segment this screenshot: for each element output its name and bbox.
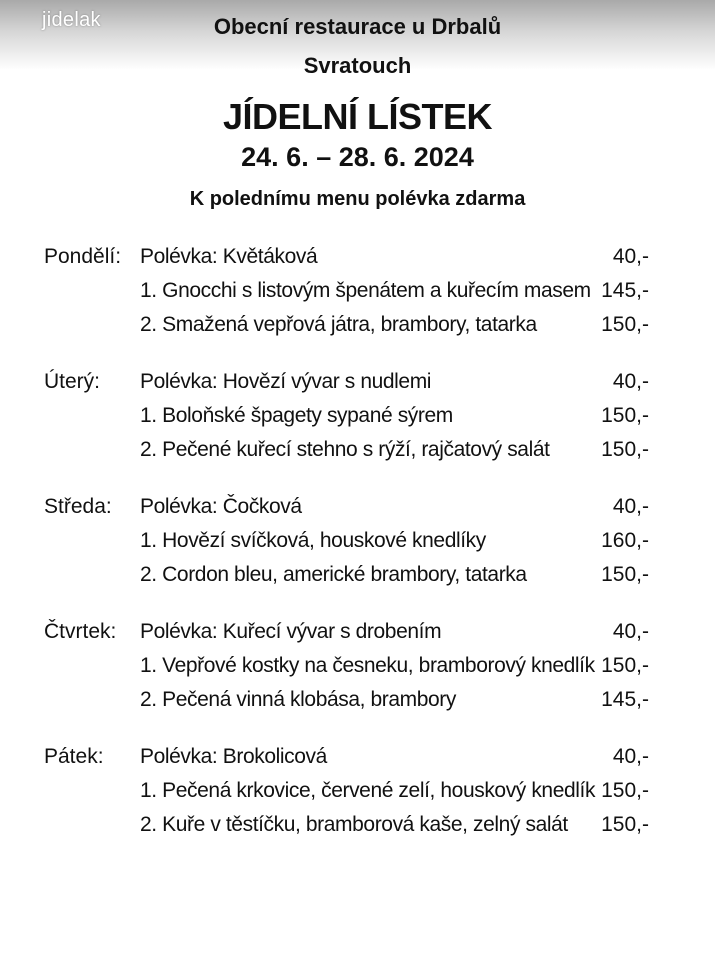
town-name: Svratouch xyxy=(303,53,412,78)
menu-title: JÍDELNÍ LÍSTEK xyxy=(222,96,493,137)
dish-name: Polévka: Brokolicová xyxy=(140,745,327,768)
menu-row xyxy=(0,615,715,649)
dish-price: 40,- xyxy=(612,370,649,393)
dish-name: Polévka: Kuřecí vývar s drobením xyxy=(140,620,442,643)
menu-row xyxy=(0,365,715,399)
menu-row xyxy=(0,524,715,558)
dish-price: 150,- xyxy=(601,404,649,427)
menu-note: K polednímu menu polévka zdarma xyxy=(189,188,526,210)
menu-row xyxy=(0,490,715,524)
dish-name: 2. Pečená vinná klobása, brambory xyxy=(140,688,456,711)
dish-price: 40,- xyxy=(612,245,649,268)
menu-row xyxy=(0,774,715,808)
menu-row xyxy=(0,399,715,433)
dish-name: 2. Pečené kuřecí stehno s rýží, rajčatový salát xyxy=(140,438,550,461)
dish-name: 1. Hovězí svíčková, houskové knedlíky xyxy=(140,529,486,552)
menu-row xyxy=(0,558,715,592)
day-name: Středa: xyxy=(44,495,112,518)
day-section xyxy=(0,240,715,365)
menu-row xyxy=(0,274,715,308)
day-name: Pátek: xyxy=(44,745,104,768)
day-section xyxy=(0,740,715,865)
dish-name: 2. Cordon bleu, americké brambory, tatarka xyxy=(140,563,527,586)
restaurant-name: Obecní restaurace u Drbalů xyxy=(213,14,502,39)
day-section xyxy=(0,365,715,490)
dish-price: 150,- xyxy=(601,438,649,461)
day-section xyxy=(0,490,715,615)
menu-row xyxy=(0,433,715,467)
dish-price: 150,- xyxy=(601,313,649,336)
dish-name: 2. Kuře v těstíčku, bramborová kaše, zelný salát xyxy=(140,813,568,836)
menu-row xyxy=(0,683,715,717)
menu-row xyxy=(0,808,715,842)
dish-price: 40,- xyxy=(612,620,649,643)
dish-price: 160,- xyxy=(601,529,649,552)
day-name: Úterý: xyxy=(44,370,101,393)
day-name: Pondělí: xyxy=(44,245,122,268)
dish-price: 40,- xyxy=(612,745,649,768)
date-range: 24. 6. – 28. 6. 2024 xyxy=(241,142,474,172)
dish-name: Polévka: Květáková xyxy=(140,245,318,268)
dish-name: Polévka: Čočková xyxy=(140,495,302,518)
dish-price: 40,- xyxy=(612,495,649,518)
dish-name: Polévka: Hovězí vývar s nudlemi xyxy=(140,370,432,393)
dish-name: 1. Gnocchi s listovým špenátem a kuřecím masem xyxy=(140,279,591,302)
menu-row xyxy=(0,240,715,274)
menu-days xyxy=(0,240,715,865)
dish-price: 150,- xyxy=(601,563,649,586)
dish-price: 145,- xyxy=(601,688,649,711)
dish-price: 150,- xyxy=(601,779,649,802)
app-tag: jidelak xyxy=(42,9,101,31)
dish-price: 145,- xyxy=(601,279,649,302)
menu-row xyxy=(0,308,715,342)
dish-name: 1. Pečená krkovice, červené zelí, houskový knedlík xyxy=(140,779,596,802)
day-section xyxy=(0,615,715,740)
dish-name: 1. Boloňské špagety sypané sýrem xyxy=(140,404,453,427)
menu-row xyxy=(0,740,715,774)
menu-row xyxy=(0,649,715,683)
dish-price: 150,- xyxy=(601,813,649,836)
dish-name: 1. Vepřové kostky na česneku, bramborový knedlík xyxy=(140,654,595,677)
day-name: Čtvrtek: xyxy=(44,620,117,643)
dish-price: 150,- xyxy=(601,654,649,677)
dish-name: 2. Smažená vepřová játra, brambory, tatarka xyxy=(140,313,537,336)
